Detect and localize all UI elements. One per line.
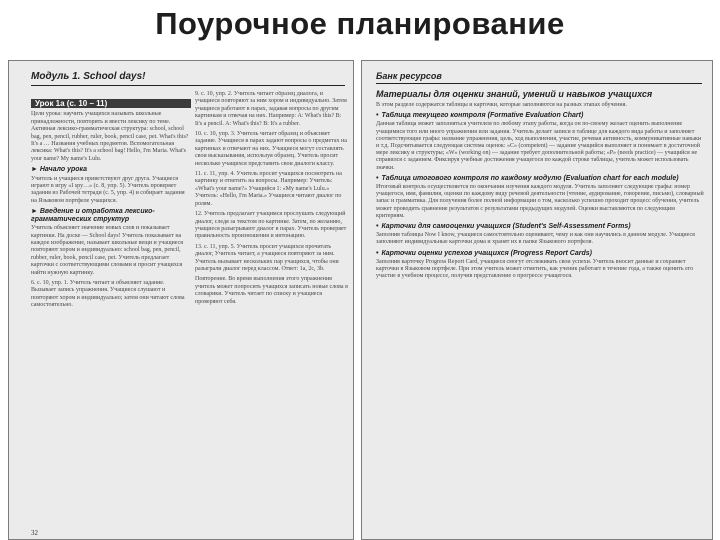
bullet-icon: • — [376, 112, 379, 120]
col2-paragraph-4: 12. Учитель предлагает учащимся прослушать следующий диалог, следя за текстом по картинке. Затем, по желанию, учащиеся разыгрывают диалог в парах. Учитель проверяет правильность произношения и интонацию. — [195, 211, 347, 240]
section-heading-start-text: Начало урока — [39, 166, 88, 174]
left-textbook-page — [8, 60, 354, 540]
item1-heading — [376, 112, 704, 119]
item1-heading-text: Таблица текущего контроля (Formative Evaluation Chart) — [381, 112, 584, 120]
item2-text: Итоговый контроль осуществляется по окончании изучения каждого модуля. Учитель заполняет следующие графы: номер учащегося, имя, фамилия, оценки по каждому виду речевой деятельности (чтение, аудирование, говорение, письмо), словарный запас и грамматика. Для получения более полной информации о том, насколько успешно проходит процесс обучения, учитель может проводить сравнение результатов с результатами предыдущих модулей. Оценки выставляются по следующим критериям. — [376, 184, 704, 219]
section-heading-lexis: ► Введение и отработка лексико-грамматических структур — [31, 208, 155, 223]
col2-paragraph-6: Повторение. Во время выполнения этого упражнения учитель может попросить учащихся записать новые слова в словарики. Учитель читает по списку и учащиеся проверяют себя. — [195, 276, 348, 305]
item3-text: Заполнив таблицы Now I know, учащиеся самостоятельно оценивают, чему и как они научились в данном модуле. Учащиеся заполняют индивидуальные карточки дома и хранят их в папке Языкового портфеля. — [376, 232, 695, 246]
item2-heading — [376, 175, 704, 182]
right-content — [376, 85, 704, 535]
col2-paragraph-1: 9. с. 10, упр. 2. Учитель читает образец диалога, и учащиеся повторяют за ним хором и индивидуально. Затем учащиеся работают в парах, задавая вопросы по другим картинкам и отвечая на них. Например: A: What's this? B: It's a pencil. A: What's this? B: It's a rubber. — [195, 91, 347, 127]
section-heading-lexis-text: Введение и отработка лексико-грамматических структур — [31, 208, 155, 223]
item4-heading — [376, 250, 704, 257]
lexis-paragraph: Учитель объясняет значение новых слов и показывает картинки. На доске — School days! Учитель показывает на каждое изображение, называет школьные вещи и учащиеся повторяют хором и индивидуально: school bag, pen, pencil, rubber, ruler, book, pencil case, pet. Учитель предлагает карточки с соответствующими словами и просит учащихся найти нужную картинку. — [31, 225, 184, 276]
lesson-bar: Урок 1а (с. 10 – 11) — [31, 99, 191, 108]
bullet-icon: • — [376, 223, 379, 231]
right-textbook-page — [361, 60, 713, 540]
col2-paragraph-3: 11. с. 11, упр. 4. Учитель просит учащихся посмотреть на картинку и ответить на вопросы. Например: Учитель: «What's your name?» Учащийся 1: «My name's Lulu.» Учитель: «Hello, I'm Maria.» Учащиеся читают диалог по ролям. — [195, 171, 342, 207]
item3-heading-text: Карточки для самооценки учащихся (Student's Self-Assessment Forms) — [381, 223, 631, 231]
left-column-1 — [31, 97, 191, 517]
bullet-icon: • — [376, 174, 379, 182]
exercise-paragraph: 6. с. 10, упр. 1. Учитель читает и объясняет задание. Вызывает запись упражнения. Учащиеся слушают и повторяют хором и индивидуально; затем они читают слова самостоятельно. — [31, 279, 185, 309]
left-column-2 — [195, 91, 349, 531]
item3-heading — [376, 223, 704, 230]
module-header: Модуль 1. School days! — [31, 71, 345, 86]
slide-title: Поурочное планирование — [155, 6, 565, 41]
section-heading-start: ► Начало урока — [31, 166, 88, 174]
item2-heading-text: Таблица итогового контроля по каждому модулю (Evaluation chart for each module) — [381, 174, 679, 182]
resource-bank-header: Банк ресурсов — [376, 71, 702, 84]
col2-paragraph-5: 13. с. 11, упр. 5. Учитель просит учащихся прочитать диалог, Учитель читает, а учащиеся повторяют за ним. Учитель вызывает нескольких пар учащихся, чтобы они разыграли диалог перед классом. Ответ: 1а, 2с, 3b. — [195, 243, 339, 272]
item4-heading-text: Карточки оценки успехов учащихся (Progress Report Cards) — [381, 249, 592, 257]
bullet-icon: • — [376, 249, 379, 257]
start-paragraph: Учитель и учащиеся приветствуют друг друга. Учащиеся играют в игру «I spy…» (с. 8, упр. 5). Учитель проверяет задания из Рабочей тетради (с. 5, упр. 4) и собирает задания на Языковом портфеле учащихся. — [31, 175, 185, 204]
page-number: 32 — [31, 529, 38, 537]
lesson-intro: Цели урока: научить учащихся называть школьные принадлежности, повторить и ввести лексику по теме. Активная лексико-грамматическая структура: school, school bag, pen, pencil, rubber, ruler, book, pencil case, pet. What's this? It's a … Названия учебных предметов. Вспомогательная лексика: What's this? It's a school bag! Hello, I'm Maria. What's your name? My name's Lulu. — [31, 111, 189, 162]
intro-paragraph: В этом разделе содержатся таблицы и карточки, которые заполняются на разных этапах обучения. — [376, 102, 627, 108]
item4-text: Заполнив карточку Progress Report Card, учащиеся смогут отслеживать свои успехи. Учитель вносит данные и сохраняет карточки в Языковом портфеле. При этом учитель может отметить, как ученик работает в течение года, а также оценить его участие в учебном процессе, получив представление о прогрессе учащегося. — [376, 258, 694, 280]
section-title: Материалы для оценки знаний, умений и навыков учащихся — [376, 89, 653, 99]
col2-paragraph-2: 10. с. 10, упр. 3. Учитель читает образец и объясняет задание. Учащиеся в парах задают вопросы о предметах на картинках и отвечают на них. Учащиеся могут составлять свои высказывания, используя образец. Учитель просит несколько учащихся представить свои диалоги классу. — [195, 131, 347, 167]
item1-text: Данная таблица может заполняться учителем по любому этапу работы, когда он по-своему желает оценить выполнение учащимися того или иного упражнения или задания. Учитель делает записи в таблице для каждого вида работы и заполняет соответствующие графы: название упражнения, цель, ход выполнения, участие, речевая активность, коммуникативные навыки и т.д. Подсчитывается следующая система оценок: «C» (competent) — задание учащийся выполняет и понимает в достаточной мере лексику и структуры; «W» (working on) — задание требует дополнительной работы; «P» (needs practice) — учащийся не справился с заданием. Фиксируя учебные достижения учащегося по каждой строке таблицы, учитель может использовать значки. — [376, 121, 702, 171]
